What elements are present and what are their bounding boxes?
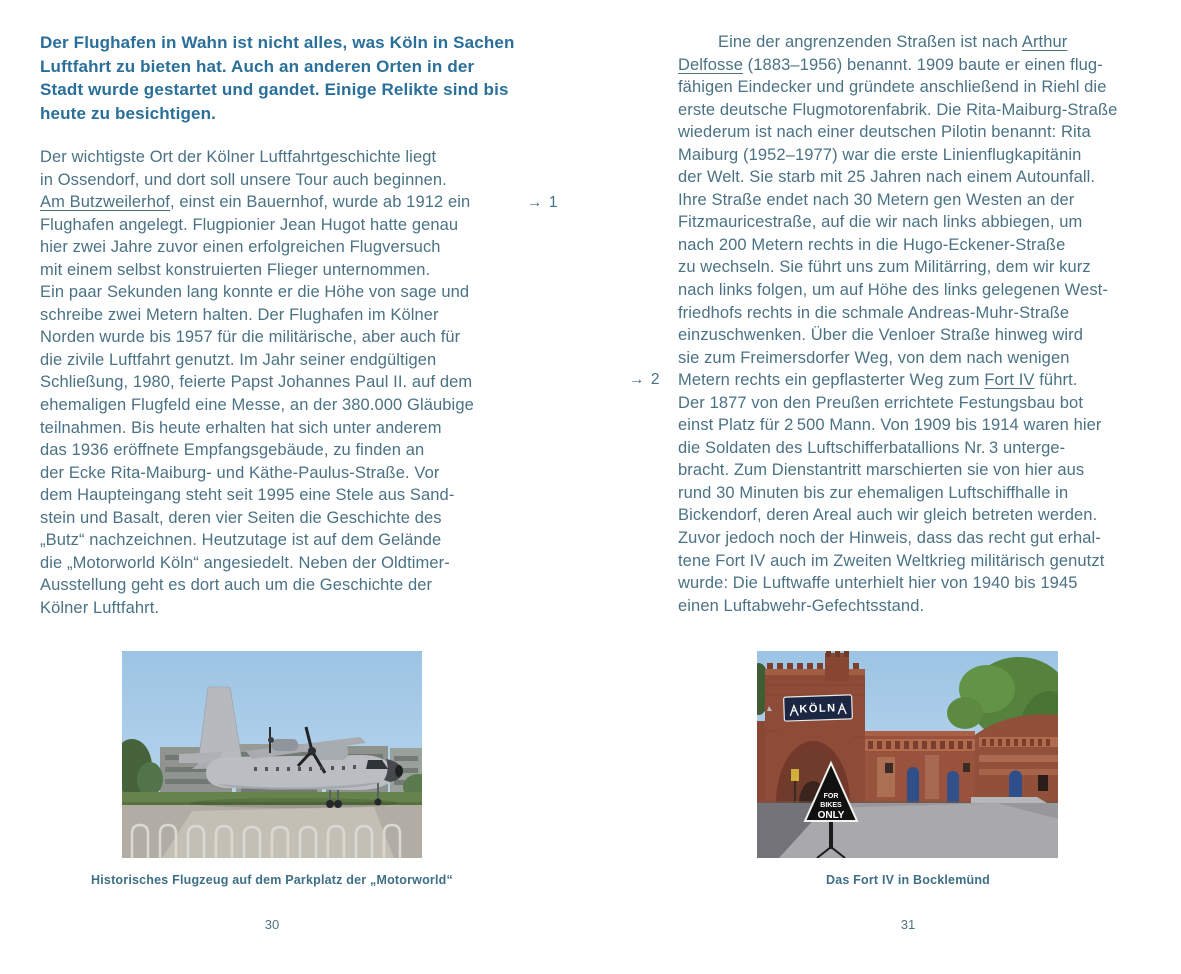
fort-illustration xyxy=(757,651,1058,858)
text-line: erste deutsche Flugmotorenfabrik. Die Rita-Maiburg-Straße xyxy=(678,100,1118,119)
page-number-left: 30 xyxy=(264,917,280,932)
bikes-sign-line-2: BIKES xyxy=(820,802,842,809)
text-line: friedhofs rechts in die schmale Andreas-Muhr-Straße xyxy=(678,303,1070,322)
gate-building xyxy=(757,651,865,803)
yellow-marker xyxy=(791,769,799,781)
text-line: das 1936 eröffnete Empfangsgebäude, zu finden an xyxy=(40,441,425,460)
text-line: die Soldaten des Luftschifferbatallions Nr. 3 unterge- xyxy=(678,438,1066,457)
text-line: Schließung, 1980, feierte Papst Johannes Paul II. auf dem xyxy=(40,373,473,392)
margin-note-2 xyxy=(629,369,660,391)
text-line: der Welt. Sie starb mit 25 Jahren nach einem Autounfall. xyxy=(678,168,1096,187)
underlined-term: Delfosse xyxy=(678,55,743,74)
text-line: Der Flughafen in Wahn ist nicht alles, was Köln in Sachen xyxy=(40,33,515,52)
koeln-sign xyxy=(784,695,853,721)
text-line: bracht. Zum Dienstantritt marschierten sie von hier aus xyxy=(678,461,1085,480)
text-line: sie zum Freimersdorfer Weg, von dem nach wenigen xyxy=(678,348,1070,367)
text-line: tene Fort IV auch im Zweiten Weltkrieg militärisch genutzt xyxy=(678,551,1105,570)
text-line: ehemaligen Flugfeld eine Messe, an der 380.000 Gläubige xyxy=(40,396,474,415)
text-line: „Butz“ nachzeichnen. Heutzutage ist auf dem Gelände xyxy=(40,531,442,550)
text-line: teilnahmen. Bis heute erhalten hat sich unter anderem xyxy=(40,418,442,437)
text-line: Ausstellung geht es dort auch um die Geschichte der xyxy=(40,576,433,595)
page-number-right: 31 xyxy=(900,917,916,932)
arrow-right-icon: → xyxy=(629,371,645,388)
text-line: Der 1877 von den Preußen errichtete Festungsbau bot xyxy=(678,393,1084,412)
text-line: Am Butzweilerhof, einst ein Bauernhof, wurde ab 1912 ein xyxy=(40,193,471,212)
text-line: Metern rechts ein gepflasterter Weg zum Fort IV führt. xyxy=(678,371,1078,390)
text-line: Zuvor jedoch noch der Hinweis, dass das recht gut erhal- xyxy=(678,529,1101,548)
text-line: dem Haupteingang steht seit 1995 eine Stele aus Sand- xyxy=(40,486,455,505)
text-line: einen Luftabwehr-Gefechtsstand. xyxy=(678,596,925,615)
plane-illustration xyxy=(122,651,422,858)
text-line: wiederum ist nach einer deutschen Pilotin benannt: Rita xyxy=(678,123,1091,142)
text-line: Fitzmauricestraße, auf die wir nach links abbiegen, um xyxy=(678,213,1083,232)
underlined-term: Am Butzweilerhof xyxy=(40,193,170,212)
text-line: nach 200 Metern rechts in die Hugo-Eckener-Straße xyxy=(678,235,1066,254)
body-paragraph-left xyxy=(40,146,474,619)
text-line: Ihre Straße endet nach 30 Metern gen Westen an der xyxy=(678,190,1075,209)
body-paragraph-right xyxy=(678,31,1117,617)
text-line: schreibe zwei Metern halten. Der Flughafen im Kölner xyxy=(40,305,439,324)
fort-photo xyxy=(757,651,1058,858)
text-line: rund 30 Minuten bis zur ehemaligen Luftschiffhalle in xyxy=(678,483,1069,502)
text-line: wurde: Die Luftwaffe unterhielt hier von 1940 bis 1945 xyxy=(678,574,1078,593)
text-line: Bickendorf, deren Areal auch wir gleich betreten werden. xyxy=(678,506,1098,525)
text-line: die zivile Luftfahrt genutzt. Im Jahr seiner endgültigen xyxy=(40,350,437,369)
bikes-sign-line-1: FOR xyxy=(823,793,839,800)
text-line: Delfosse (1883–1956) benannt. 1909 baute er einen flug- xyxy=(678,55,1103,74)
bikes-sign-line-3: ONLY xyxy=(817,810,845,821)
text-line: in Ossendorf, und dort soll unsere Tour auch beginnen. xyxy=(40,170,447,189)
text-line: Stadt wurde gestartet und gandet. Einige Relikte sind bis xyxy=(40,80,509,99)
text-line: der Ecke Rita-Maiburg- und Käthe-Paulus-Straße. Vor xyxy=(40,463,440,482)
text-line: zu wechseln. Sie führt uns zum Militärring, dem wir kurz xyxy=(678,258,1091,277)
intro-paragraph xyxy=(40,31,515,125)
text-line: fähigen Eindecker und gründete anschließend in Riehl die xyxy=(678,78,1107,97)
text-line: Ein paar Sekunden lang konnte er die Höhe von sage und xyxy=(40,283,470,302)
plane-photo xyxy=(122,651,422,858)
margin-note-1 xyxy=(527,192,558,214)
underlined-term: Fort IV xyxy=(984,371,1035,390)
text-line: Norden wurde bis 1957 für die militärische, aber auch für xyxy=(40,328,461,347)
text-line: Eine der angrenzenden Straßen ist nach Arthur xyxy=(718,33,1068,51)
text-line: heute zu besichtigen. xyxy=(40,103,217,123)
curtain-wall xyxy=(865,731,975,803)
text-line: einst Platz für 2 500 Mann. Von 1909 bis 1914 waren hier xyxy=(678,416,1102,435)
text-line: Kölner Luftfahrt. xyxy=(40,598,160,617)
text-line: mit einem selbst konstruierten Flieger unternommen. xyxy=(40,260,431,279)
text-line: Flughafen angelegt. Flugpionier Jean Hugot hatte genau xyxy=(40,215,459,234)
margin-note-number: 1 xyxy=(548,194,558,211)
round-bastion xyxy=(975,714,1058,803)
text-line: Maiburg (1952–1977) war die erste Linienflugkapitänin xyxy=(678,145,1082,164)
underlined-term: Arthur xyxy=(1021,33,1068,51)
text-line: stein und Basalt, deren vier Seiten die Geschichte des xyxy=(40,508,442,527)
plane-photo-caption: Historisches Flugzeug auf dem Parkplatz der „Motorworld“ xyxy=(91,873,453,887)
text-line: hier zwei Jahre zuvor einen erfolgreichen Flugversuch xyxy=(40,238,441,257)
arrow-right-icon: → xyxy=(527,194,543,211)
text-line: Der wichtigste Ort der Kölner Luftfahrtgeschichte liegt xyxy=(40,148,437,166)
koeln-sign-label: KÖLN xyxy=(799,702,837,716)
text-line: die „Motorworld Köln“ angesiedelt. Neben der Oldtimer- xyxy=(40,553,450,572)
text-line: Luftfahrt zu bieten hat. Auch an anderen Orten in der xyxy=(40,56,475,76)
text-line: einzuschwenken. Über die Venloer Straße hinweg wird xyxy=(678,326,1083,345)
fort-photo-caption: Das Fort IV in Bocklemünd xyxy=(825,873,991,887)
text-line: nach links folgen, um auf Höhe des links gelegenen West- xyxy=(678,281,1108,300)
margin-note-number: 2 xyxy=(650,371,660,388)
